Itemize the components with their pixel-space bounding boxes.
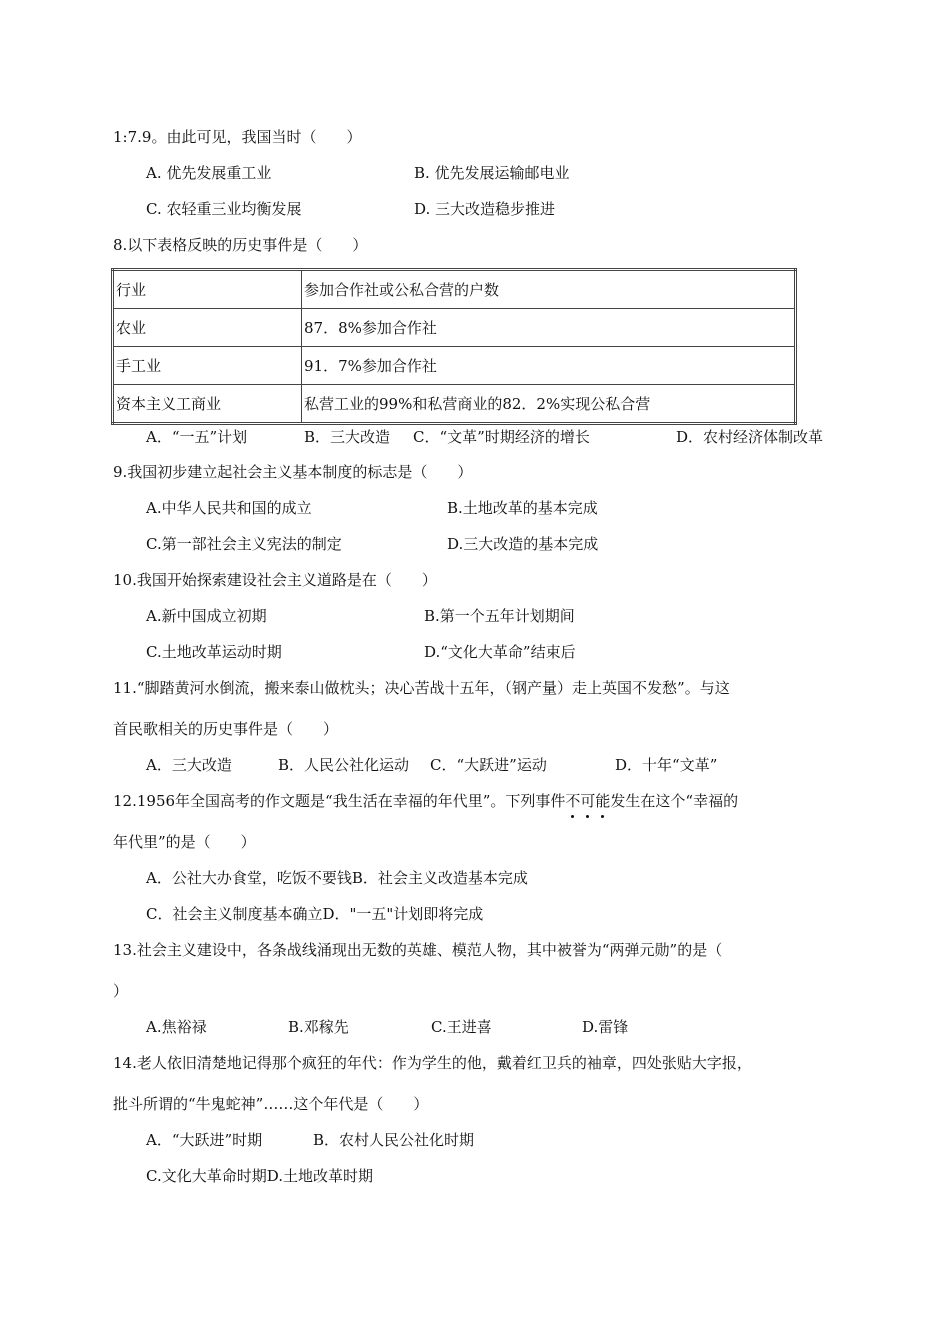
q8-option-d: D．农村经济体制改革: [676, 428, 824, 446]
q9-option-b: B.土地改革的基本完成: [447, 499, 598, 517]
emphasis-dot-char: 可: [580, 792, 596, 810]
emphasis-dot-char: 能: [595, 792, 611, 810]
q9-option-a: A.中华人民共和国的成立: [146, 499, 312, 517]
table-row: [113, 385, 796, 424]
q7-option-a: A. 优先发展重工业: [146, 164, 272, 182]
q8-option-c: C．“文革”时期经济的增长: [413, 428, 590, 446]
q10-option-d: D.“文化大革命”结束后: [424, 643, 576, 661]
q12-options-cd: C．社会主义制度基本确立D．"一五"计划即将完成: [146, 905, 484, 923]
q14-options-cd: C.文化大革命时期D.土地改革时期: [146, 1167, 373, 1185]
q8-stem: 8.以下表格反映的历史事件是（ ）: [113, 236, 368, 254]
q13-option-a: A.焦裕禄: [146, 1018, 207, 1036]
q7-stem: 1:7.9。由此可见，我国当时（ ）: [113, 128, 362, 146]
q11-stem-line1: 11.“脚踏黄河水倒流，搬来泰山做枕头；决心苦战十五年，（钢产量）走上英国不发愁”。与这: [113, 679, 730, 697]
q9-stem: 9.我国初步建立起社会主义基本制度的标志是（ ）: [113, 463, 473, 481]
q8-table: [111, 268, 797, 425]
q11-stem-line2: 首民歌相关的历史事件是（ ）: [113, 720, 339, 738]
emphasis-dot-char: 不: [565, 792, 581, 810]
table-cell: 手工业: [113, 347, 302, 385]
q12-stem-text: 发生在这个“幸福的: [610, 792, 739, 810]
q14-option-b: B．农村人民公社化时期: [313, 1131, 475, 1149]
table-cell: 91．7%参加合作社: [302, 347, 796, 385]
table-cell: 私营工业的99%和私营商业的82．2%实现公私合营: [302, 385, 796, 424]
q9-option-c: C.第一部社会主义宪法的制定: [146, 535, 342, 553]
table-cell: 资本主义工商业: [113, 385, 302, 424]
q8-option-b: B．三大改造: [304, 428, 391, 446]
q10-option-b: B.第一个五年计划期间: [424, 607, 575, 625]
q9-option-d: D.三大改造的基本完成: [447, 535, 599, 553]
q7-option-c: C. 农轻重三业均衡发展: [146, 200, 302, 218]
q11-option-b: B．人民公社化运动: [278, 756, 410, 774]
q11-option-c: C．“大跃进”运动: [430, 756, 547, 774]
q13-option-d: D.雷锋: [582, 1018, 629, 1036]
q12-options-ab: A．公社大办食堂，吃饭不要钱B．社会主义改造基本完成: [146, 869, 528, 887]
table-row: [113, 309, 796, 347]
q12-stem-line1: [113, 791, 738, 811]
q11-option-d: D．十年“文革”: [615, 756, 718, 774]
q12-stem-line2: 年代里”的是（ ）: [113, 833, 256, 851]
q13-stem-line2: ）: [113, 982, 129, 1000]
q14-stem-line1: 14.老人依旧清楚地记得那个疯狂的年代：作为学生的他，戴着红卫兵的袖章，四处张贴大字报，: [113, 1054, 752, 1072]
table-row: [113, 270, 796, 309]
q10-option-c: C.土地改革运动时期: [146, 643, 282, 661]
q14-option-a: A．“大跃进”时期: [146, 1131, 263, 1149]
q12-stem-text: 12.1956年全国高考的作文题是“我生活在幸福的年代里”。下列事件: [113, 792, 566, 810]
table-row: [113, 347, 796, 385]
q14-stem-line2: 批斗所谓的“牛鬼蛇神”……这个年代是（ ）: [113, 1095, 429, 1113]
q10-option-a: A.新中国成立初期: [146, 607, 267, 625]
table-header-cell: 参加合作社或公私合营的户数: [302, 270, 796, 309]
q7-option-b: B. 优先发展运输邮电业: [414, 164, 570, 182]
q13-option-b: B.邓稼先: [288, 1018, 349, 1036]
table-cell: 87．8%参加合作社: [302, 309, 796, 347]
q13-stem-line1: 13.社会主义建设中，各条战线涌现出无数的英雄、模范人物，其中被誉为“两弹元勋”的是（: [113, 941, 723, 959]
q11-option-a: A．三大改造: [146, 756, 232, 774]
q8-option-a: A．“一五”计划: [146, 428, 248, 446]
q10-stem: 10.我国开始探索建设社会主义道路是在（ ）: [113, 571, 437, 589]
table-header-cell: 行业: [113, 270, 302, 309]
q13-option-c: C.王进喜: [431, 1018, 492, 1036]
table-cell: 农业: [113, 309, 302, 347]
q7-option-d: D. 三大改造稳步推进: [414, 200, 556, 218]
